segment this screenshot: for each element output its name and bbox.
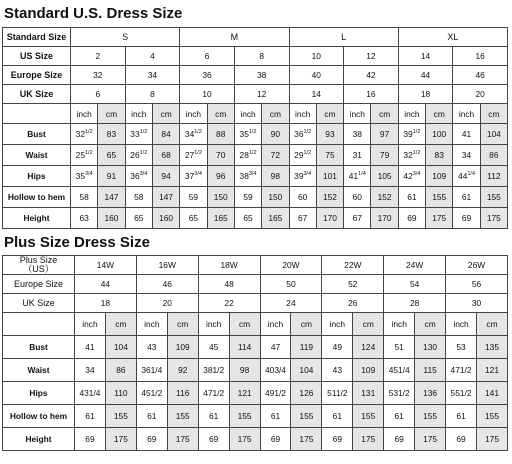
- plus-size-label-line2: （US）: [23, 264, 54, 274]
- inch-value: $25^{1/2}$: [71, 145, 98, 166]
- europe-size-value: 40: [289, 66, 344, 85]
- measurement-label: Hollow to hem: [3, 405, 75, 428]
- cm-value: 175: [105, 428, 136, 451]
- standard-size-label: Standard Size: [3, 28, 71, 47]
- cm-value: 90: [262, 124, 289, 145]
- plus-europe-size-value: 52: [322, 275, 384, 294]
- cm-value: 130: [415, 336, 446, 359]
- unit-inch: inch: [71, 104, 98, 124]
- cm-value: 175: [229, 428, 260, 451]
- inch-value: $39^{1/2}$: [398, 124, 425, 145]
- inch-value: 38: [344, 124, 371, 145]
- inch-value: 60: [289, 187, 316, 208]
- cm-value: 101: [316, 166, 343, 187]
- europe-size-value: 38: [234, 66, 289, 85]
- plus-europe-size-value: 46: [136, 275, 198, 294]
- inch-value: 65: [234, 208, 261, 229]
- uk-size-row: [3, 85, 508, 104]
- inch-value: 471/2: [198, 382, 229, 405]
- plus-uk-size-value: 24: [260, 294, 322, 313]
- plus-bust-row: [3, 336, 508, 359]
- cm-value: 83: [98, 124, 125, 145]
- us-size-value: 10: [289, 47, 344, 66]
- unit-cm: cm: [480, 104, 507, 124]
- cm-value: 109: [353, 359, 384, 382]
- us-size-value: 8: [234, 47, 289, 66]
- cm-value: 155: [426, 187, 453, 208]
- plus-uk-size-value: 26: [322, 294, 384, 313]
- inch-value: 61: [136, 405, 167, 428]
- plus-size-value: 14W: [75, 256, 137, 275]
- inch-value: 63: [71, 208, 98, 229]
- plus-europe-size-label: Europe Size: [3, 275, 75, 294]
- cm-value: 165: [262, 208, 289, 229]
- inch-value: $32^{1/2}$: [398, 145, 425, 166]
- cm-value: 126: [291, 382, 322, 405]
- unit-cm: cm: [152, 104, 179, 124]
- measurement-label: Bust: [3, 336, 75, 359]
- cm-value: 175: [291, 428, 322, 451]
- cm-value: 98: [229, 359, 260, 382]
- cm-value: 147: [152, 187, 179, 208]
- plus-hollow-to-hem-row: [3, 405, 508, 428]
- europe-size-value: 44: [398, 66, 453, 85]
- cm-value: 165: [207, 208, 234, 229]
- inch-value: $42^{3/4}$: [398, 166, 425, 187]
- measurement-label: Waist: [3, 359, 75, 382]
- cm-value: 160: [152, 208, 179, 229]
- fraction-superscript: 1/2: [412, 150, 421, 157]
- plus-unit-row: [3, 313, 508, 336]
- cm-value: 105: [371, 166, 398, 187]
- europe-size-value: 32: [71, 66, 126, 85]
- uk-size-value: 8: [125, 85, 180, 104]
- inch-value: 69: [198, 428, 229, 451]
- cm-value: 155: [167, 405, 198, 428]
- inch-value: 361/4: [136, 359, 167, 382]
- us-size-value: 12: [344, 47, 399, 66]
- uk-size-value: 6: [71, 85, 126, 104]
- cm-value: 135: [476, 336, 507, 359]
- cm-value: 115: [415, 359, 446, 382]
- standard-waist-row: [3, 145, 508, 166]
- cm-value: 175: [167, 428, 198, 451]
- cm-value: 109: [426, 166, 453, 187]
- inch-value: 61: [446, 405, 477, 428]
- inch-value: $33^{1/2}$: [125, 124, 152, 145]
- inch-value: 41: [75, 336, 106, 359]
- fraction-superscript: 3/4: [139, 171, 148, 178]
- inch-value: $36^{1/2}$: [289, 124, 316, 145]
- unit-cm: cm: [105, 313, 136, 336]
- unit-inch: inch: [398, 104, 425, 124]
- unit-inch: inch: [198, 313, 229, 336]
- inch-value: 451/4: [384, 359, 415, 382]
- plus-uk-size-value: 22: [198, 294, 260, 313]
- inch-value: $41^{1/4}$: [344, 166, 371, 187]
- plus-size-label-line1: Plus Size: [19, 255, 58, 265]
- inch-value: $38^{3/4}$: [234, 166, 261, 187]
- plus-uk-size-value: 30: [446, 294, 508, 313]
- cm-value: 116: [167, 382, 198, 405]
- cm-value: 121: [476, 359, 507, 382]
- cm-value: 155: [415, 405, 446, 428]
- fraction-superscript: 1/2: [194, 150, 202, 157]
- plus-uk-size-value: 28: [384, 294, 446, 313]
- inch-value: 41: [453, 124, 480, 145]
- us-size-row: [3, 47, 508, 66]
- inch-value: 65: [180, 208, 207, 229]
- unit-cm: cm: [262, 104, 289, 124]
- cm-value: 160: [98, 208, 125, 229]
- blank-cell: [3, 104, 71, 124]
- standard-hips-row: [3, 166, 508, 187]
- letter-size-m: M: [180, 28, 289, 47]
- cm-value: 83: [426, 145, 453, 166]
- inch-value: $39^{3/4}$: [289, 166, 316, 187]
- inch-value: 61: [322, 405, 353, 428]
- cm-value: 97: [371, 124, 398, 145]
- inch-value: 61: [453, 187, 480, 208]
- plus-uk-size-value: 20: [136, 294, 198, 313]
- unit-inch: inch: [75, 313, 106, 336]
- inch-value: 59: [180, 187, 207, 208]
- measurement-label: Height: [3, 208, 71, 229]
- cm-value: 104: [105, 336, 136, 359]
- inch-value: 511/2: [322, 382, 353, 405]
- unit-inch: inch: [453, 104, 480, 124]
- cm-value: 152: [371, 187, 398, 208]
- inch-value: 381/2: [198, 359, 229, 382]
- cm-value: 175: [480, 208, 507, 229]
- fraction-superscript: 3/4: [84, 171, 93, 178]
- cm-value: 92: [167, 359, 198, 382]
- cm-value: 86: [480, 145, 507, 166]
- measurement-label: Hips: [3, 382, 75, 405]
- unit-inch: inch: [125, 104, 152, 124]
- cm-value: 175: [426, 208, 453, 229]
- europe-size-label: Europe Size: [3, 66, 71, 85]
- inch-value: 53: [446, 336, 477, 359]
- letter-size-s: S: [71, 28, 180, 47]
- plus-size-row: [3, 256, 508, 275]
- plus-europe-size-value: 44: [75, 275, 137, 294]
- fraction-superscript: 1/2: [194, 129, 202, 136]
- cm-value: 155: [353, 405, 384, 428]
- fraction-superscript: 1/4: [467, 171, 476, 178]
- fraction-superscript: 3/4: [412, 171, 421, 178]
- inch-value: 45: [198, 336, 229, 359]
- inch-value: 58: [71, 187, 98, 208]
- plus-size-title: Plus Size Dress Size: [4, 234, 150, 251]
- measurement-label: Waist: [3, 145, 71, 166]
- plus-waist-row: [3, 359, 508, 382]
- unit-inch: inch: [344, 104, 371, 124]
- cm-value: 109: [167, 336, 198, 359]
- inch-value: 34: [453, 145, 480, 166]
- inch-value: 47: [260, 336, 291, 359]
- fraction-superscript: 1/2: [248, 150, 257, 157]
- plus-measurement-rows: [3, 336, 508, 451]
- inch-value: 59: [234, 187, 261, 208]
- plus-europe-size-value: 48: [198, 275, 260, 294]
- plus-size-value: 16W: [136, 256, 198, 275]
- inch-value: 403/4: [260, 359, 291, 382]
- cm-value: 155: [476, 405, 507, 428]
- europe-size-value: 34: [125, 66, 180, 85]
- inch-value: 67: [344, 208, 371, 229]
- inch-value: 61: [198, 405, 229, 428]
- fraction-superscript: 1/2: [303, 129, 312, 136]
- cm-value: 70: [207, 145, 234, 166]
- plus-size-label: [3, 256, 75, 275]
- inch-value: 491/2: [260, 382, 291, 405]
- measurement-label: Hollow to hem: [3, 187, 71, 208]
- cm-value: 119: [291, 336, 322, 359]
- inch-value: 58: [125, 187, 152, 208]
- cm-value: 155: [291, 405, 322, 428]
- cm-value: 84: [152, 124, 179, 145]
- unit-inch: inch: [446, 313, 477, 336]
- inch-value: 61: [75, 405, 106, 428]
- inch-value: 69: [260, 428, 291, 451]
- unit-cm: cm: [371, 104, 398, 124]
- europe-size-row: [3, 66, 508, 85]
- cm-value: 86: [105, 359, 136, 382]
- uk-size-value: 16: [344, 85, 399, 104]
- measurement-label: Height: [3, 428, 75, 451]
- letter-size-xl: XL: [398, 28, 507, 47]
- cm-value: 96: [207, 166, 234, 187]
- cm-value: 170: [371, 208, 398, 229]
- inch-value: $37^{3/4}$: [180, 166, 207, 187]
- cm-value: 65: [98, 145, 125, 166]
- us-size-value: 14: [398, 47, 453, 66]
- unit-cm: cm: [229, 313, 260, 336]
- cm-value: 155: [229, 405, 260, 428]
- inch-value: 65: [125, 208, 152, 229]
- cm-value: 121: [229, 382, 260, 405]
- fraction-superscript: 1/2: [303, 150, 312, 157]
- cm-value: 152: [316, 187, 343, 208]
- fraction-superscript: 1/2: [248, 129, 257, 136]
- cm-value: 175: [353, 428, 384, 451]
- plus-size-table: [2, 255, 508, 451]
- unit-inch: inch: [322, 313, 353, 336]
- inch-value: $35^{3/4}$: [71, 166, 98, 187]
- plus-size-value: 26W: [446, 256, 508, 275]
- cm-value: 72: [262, 145, 289, 166]
- plus-europe-size-value: 54: [384, 275, 446, 294]
- cm-value: 112: [480, 166, 507, 187]
- fraction-superscript: 1/2: [412, 129, 421, 136]
- unit-inch: inch: [180, 104, 207, 124]
- fraction-superscript: 3/4: [194, 171, 202, 178]
- fraction-superscript: 3/4: [303, 171, 312, 178]
- cm-value: 150: [207, 187, 234, 208]
- cm-value: 91: [98, 166, 125, 187]
- uk-size-value: 18: [398, 85, 453, 104]
- inch-value: 43: [322, 359, 353, 382]
- inch-value: 34: [75, 359, 106, 382]
- cm-value: 150: [262, 187, 289, 208]
- unit-cm: cm: [426, 104, 453, 124]
- unit-inch: inch: [234, 104, 261, 124]
- inch-value: $34^{1/2}$: [180, 124, 207, 145]
- standard-measurement-rows: [3, 124, 508, 229]
- fraction-superscript: 1/2: [84, 129, 93, 136]
- measurement-label: Bust: [3, 124, 71, 145]
- standard-bust-row: [3, 124, 508, 145]
- plus-europe-size-value: 56: [446, 275, 508, 294]
- us-size-value: 2: [71, 47, 126, 66]
- uk-size-label: UK Size: [3, 85, 71, 104]
- inch-value: 69: [75, 428, 106, 451]
- plus-size-value: 24W: [384, 256, 446, 275]
- unit-cm: cm: [316, 104, 343, 124]
- unit-inch: inch: [289, 104, 316, 124]
- cm-value: 94: [152, 166, 179, 187]
- cm-value: 93: [316, 124, 343, 145]
- inch-value: $35^{1/2}$: [234, 124, 261, 145]
- inch-value: 51: [384, 336, 415, 359]
- cm-value: 175: [415, 428, 446, 451]
- cm-value: 170: [316, 208, 343, 229]
- inch-value: 69: [136, 428, 167, 451]
- us-size-value: 4: [125, 47, 180, 66]
- plus-hips-row: [3, 382, 508, 405]
- fraction-superscript: 1/2: [139, 129, 148, 136]
- inch-value: 69: [453, 208, 480, 229]
- inch-value: 60: [344, 187, 371, 208]
- inch-value: 551/2: [446, 382, 477, 405]
- cm-value: 155: [480, 187, 507, 208]
- inch-value: 43: [136, 336, 167, 359]
- cm-value: 155: [105, 405, 136, 428]
- inch-value: 471/2: [446, 359, 477, 382]
- unit-inch: inch: [260, 313, 291, 336]
- inch-value: 31: [344, 145, 371, 166]
- unit-cm: cm: [291, 313, 322, 336]
- inch-value: 67: [289, 208, 316, 229]
- fraction-superscript: 1/4: [358, 171, 366, 178]
- cm-value: 136: [415, 382, 446, 405]
- plus-uk-size-row: [3, 294, 508, 313]
- inch-value: 61: [260, 405, 291, 428]
- unit-cm: cm: [207, 104, 234, 124]
- inch-value: $36^{3/4}$: [125, 166, 152, 187]
- cm-value: 124: [353, 336, 384, 359]
- plus-height-row: [3, 428, 508, 451]
- standard-size-table: [2, 27, 508, 229]
- inch-value: $27^{1/2}$: [180, 145, 207, 166]
- standard-unit-row: [3, 104, 508, 124]
- europe-size-value: 42: [344, 66, 399, 85]
- plus-size-value: 20W: [260, 256, 322, 275]
- uk-size-value: 12: [234, 85, 289, 104]
- plus-size-value: 22W: [322, 256, 384, 275]
- inch-value: 61: [384, 405, 415, 428]
- cm-value: 79: [371, 145, 398, 166]
- inch-value: $32^{1/2}$: [71, 124, 98, 145]
- uk-size-value: 10: [180, 85, 235, 104]
- inch-value: 531/2: [384, 382, 415, 405]
- plus-uk-size-label: UK Size: [3, 294, 75, 313]
- us-size-label: US Size: [3, 47, 71, 66]
- unit-inch: inch: [136, 313, 167, 336]
- plus-europe-size-value: 50: [260, 275, 322, 294]
- inch-value: $26^{1/2}$: [125, 145, 152, 166]
- inch-value: 69: [384, 428, 415, 451]
- standard-size-title: Standard U.S. Dress Size: [4, 5, 183, 22]
- cm-value: 104: [480, 124, 507, 145]
- fraction-superscript: 3/4: [248, 171, 257, 178]
- cm-value: 88: [207, 124, 234, 145]
- measurement-label: Hips: [3, 166, 71, 187]
- us-size-value: 6: [180, 47, 235, 66]
- us-size-value: 16: [453, 47, 508, 66]
- unit-cm: cm: [353, 313, 384, 336]
- europe-size-value: 46: [453, 66, 508, 85]
- inch-value: 69: [398, 208, 425, 229]
- cm-value: 75: [316, 145, 343, 166]
- fraction-superscript: 1/2: [139, 150, 148, 157]
- cm-value: 147: [98, 187, 125, 208]
- standard-hollow-to-hem-row: [3, 187, 508, 208]
- fraction-superscript: 1/2: [84, 150, 93, 157]
- unit-cm: cm: [98, 104, 125, 124]
- cm-value: 104: [291, 359, 322, 382]
- letter-size-l: L: [289, 28, 398, 47]
- europe-size-value: 36: [180, 66, 235, 85]
- plus-europe-size-row: [3, 275, 508, 294]
- inch-value: 451/2: [136, 382, 167, 405]
- standard-letter-row: [3, 28, 508, 47]
- cm-value: 110: [105, 382, 136, 405]
- inch-value: $44^{1/4}$: [453, 166, 480, 187]
- cm-value: 68: [152, 145, 179, 166]
- standard-height-row: [3, 208, 508, 229]
- cm-value: 141: [476, 382, 507, 405]
- blank-cell: [3, 313, 75, 336]
- plus-uk-size-value: 18: [75, 294, 137, 313]
- inch-value: 431/4: [75, 382, 106, 405]
- inch-value: 61: [398, 187, 425, 208]
- cm-value: 131: [353, 382, 384, 405]
- unit-inch: inch: [384, 313, 415, 336]
- cm-value: 98: [262, 166, 289, 187]
- inch-value: 69: [446, 428, 477, 451]
- inch-value: 49: [322, 336, 353, 359]
- inch-value: 69: [322, 428, 353, 451]
- plus-size-value: 18W: [198, 256, 260, 275]
- unit-cm: cm: [476, 313, 507, 336]
- cm-value: 175: [476, 428, 507, 451]
- unit-cm: cm: [167, 313, 198, 336]
- uk-size-value: 20: [453, 85, 508, 104]
- cm-value: 114: [229, 336, 260, 359]
- inch-value: $28^{1/2}$: [234, 145, 261, 166]
- unit-cm: cm: [415, 313, 446, 336]
- uk-size-value: 14: [289, 85, 344, 104]
- inch-value: $29^{1/2}$: [289, 145, 316, 166]
- cm-value: 100: [426, 124, 453, 145]
